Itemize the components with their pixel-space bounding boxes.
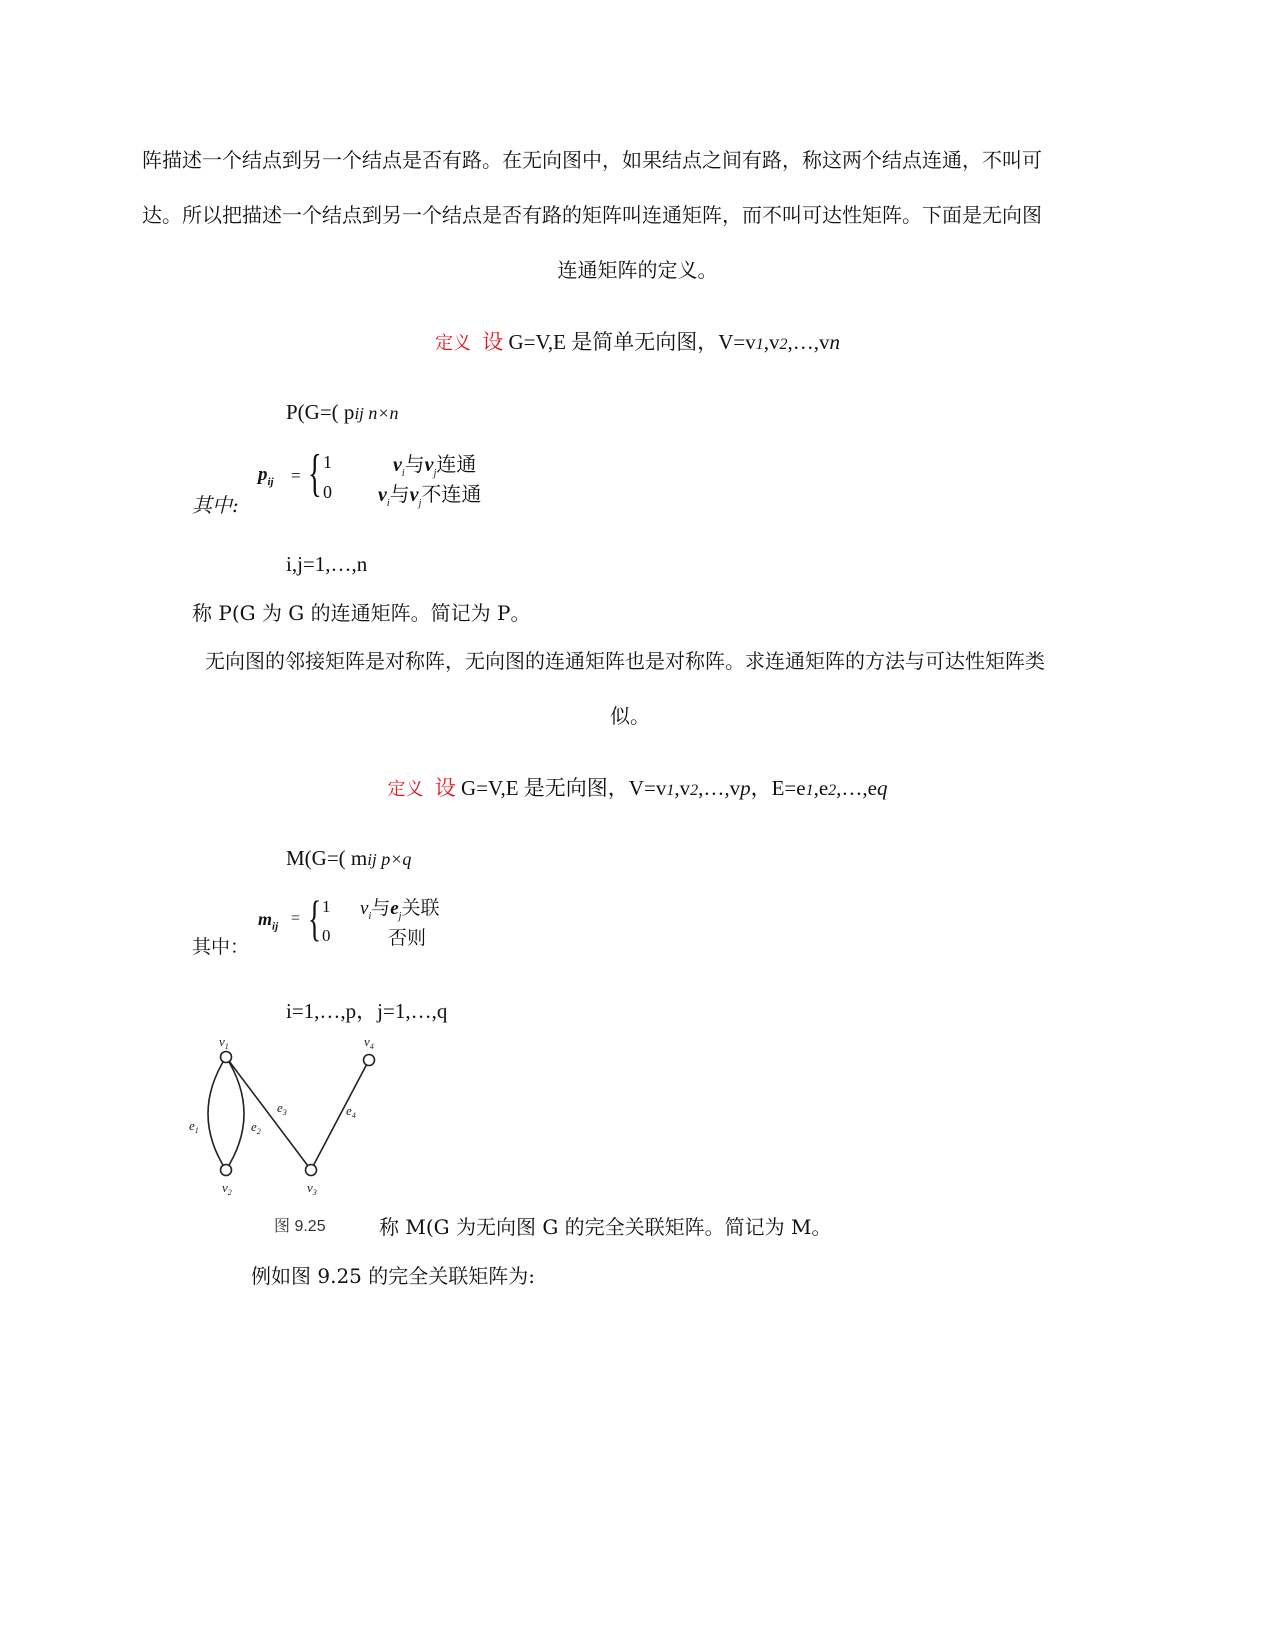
range-m: i=1,…,p，j=1,…,q (286, 999, 448, 1023)
intro-text-2: 达。所以把描述一个结点到另一个结点是否有路的矩阵叫连通矩阵，而不叫可达性矩阵。下面是无向图 (142, 203, 1042, 227)
figure-caption: 图 9.25 (274, 1218, 326, 1235)
edge-e1 (208, 1057, 226, 1170)
p-row2-value: 0 (323, 482, 332, 502)
equals-sign-m: = (291, 910, 301, 927)
node-v3 (306, 1165, 317, 1176)
definition-2-text: G=V,E 是无向图，V=v1,v2,…,vp，E=e1,e2,…,eq (461, 776, 888, 800)
definition-2-she: 设 (434, 776, 456, 800)
intro-text-3: 连通矩阵的定义。 (557, 258, 718, 282)
incidence-matrix-formula: M(G=( mij p×q (286, 846, 412, 870)
p-row1-condition: $v_i$与$v_j$连通 (393, 454, 477, 479)
m-row2-value: 0 (322, 926, 331, 945)
left-brace: { (308, 445, 322, 502)
m-row1-condition: $v_i$与$e_j$关联 (360, 898, 440, 922)
definition-2 (0, 772, 1275, 802)
node-v2 (221, 1165, 232, 1176)
example-line: 例如图 9.25 的完全关联矩阵为: (251, 1264, 535, 1288)
m-row2-condition: 否则 (388, 928, 427, 949)
definition-1 (0, 326, 1275, 356)
where-label-2: 其中： (192, 936, 250, 958)
symmetric-line-1: 无向图的邻接矩阵是对称阵，无向图的连通矩阵也是对称阵。求连通矩阵的方法与可达性矩阵类 (205, 649, 1045, 673)
equals-sign: = (291, 466, 301, 485)
label-e3: $e_3$ (277, 1100, 287, 1117)
symmetric-text-2: 似。 (610, 704, 650, 728)
label-v1: $v_1$ (219, 1034, 229, 1051)
label-v2: $v_2$ (222, 1180, 232, 1197)
range-p: i,j=1,…,n (286, 552, 368, 576)
p-row1-value: 1 (323, 452, 332, 472)
node-v1 (221, 1052, 232, 1063)
edge-e2 (226, 1057, 244, 1170)
label-v3: $v_3$ (307, 1180, 317, 1197)
left-brace-m: { (308, 890, 322, 946)
intro-line-1 (142, 144, 1042, 173)
graph-figure (180, 1030, 400, 1205)
node-v4 (364, 1055, 375, 1066)
definition-1-label: 定义 (434, 333, 471, 353)
piecewise-p (258, 446, 518, 510)
m-ij-symbol: $m_{ij}$ (258, 909, 279, 933)
p-row2-condition: $v_i$与$v_j$不连通 (378, 484, 482, 509)
edge-e4 (311, 1060, 369, 1170)
label-e2: $e_2$ (251, 1119, 261, 1136)
piecewise-m (258, 890, 478, 953)
intro-line-2 (142, 199, 1042, 228)
called-p: 称 P(G 为 G 的连通矩阵。简记为 P。 (192, 601, 531, 625)
symmetric-line-2 (0, 700, 1275, 729)
intro-line-3 (0, 254, 1275, 283)
where-label-1: 其中: (192, 493, 239, 517)
intro-text-1: 阵描述一个结点到另一个结点是否有路。在无向图中，如果结点之间有路，称这两个结点连通，不叫可 (142, 148, 1042, 172)
definition-2-label: 定义 (387, 779, 424, 799)
called-m: 称 M(G 为无向图 G 的完全关联矩阵。简记为 M。 (379, 1215, 832, 1239)
p-ij-symbol: $p_{ij}$ (258, 464, 274, 488)
m-row1-value: 1 (322, 897, 331, 916)
label-e1: $e_1$ (189, 1118, 199, 1135)
label-v4: $v_4$ (364, 1034, 374, 1051)
definition-1-text: G=V,E 是简单无向图，V=v1,v2,…,vn (508, 330, 841, 354)
label-e4: $e_4$ (346, 1103, 356, 1120)
connectivity-matrix-formula: P(G=( pij n×n (286, 400, 399, 424)
edge-e3 (226, 1057, 311, 1170)
definition-1-she: 设 (482, 330, 504, 354)
